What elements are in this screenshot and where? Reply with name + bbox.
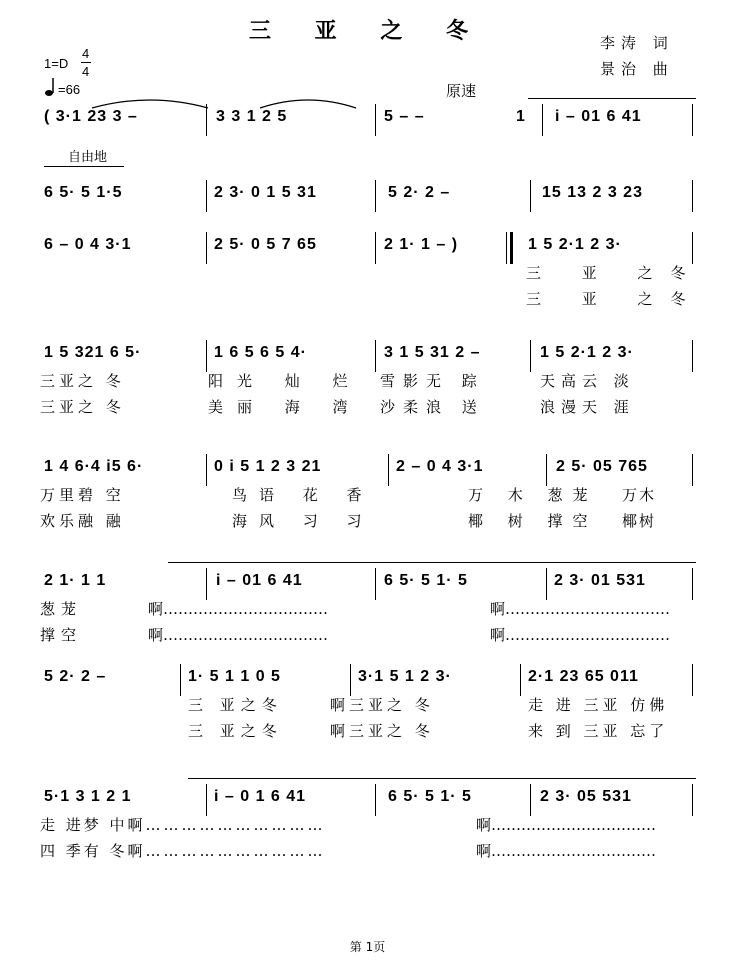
measure: 1 5 2·1 2 3· (528, 236, 622, 253)
barline (350, 664, 351, 696)
lyric: 美丽 海 湾 (208, 398, 362, 416)
lyric: 三 亚之冬 (188, 722, 283, 740)
lyric: 走 进梦 中啊………………………… (40, 816, 326, 834)
barline (692, 340, 693, 372)
tempo-marking: =66 (58, 82, 81, 97)
lyric: 啊三亚之 冬 (330, 722, 434, 740)
barline (520, 664, 521, 696)
lyric: 万木 (622, 486, 657, 504)
measure: 5 2· 2 – (388, 184, 451, 201)
lyric: 欢乐融 融 (40, 512, 125, 530)
barline (692, 180, 693, 212)
lyric: 椰 树 撑空 (468, 512, 598, 530)
lyric: 啊…………………………… (476, 842, 657, 860)
measure: 3 1 5 31 2 – (384, 344, 481, 361)
barline (206, 454, 207, 486)
song-title: 三 亚 之 冬 (249, 19, 486, 44)
measure: 2 1· 1 – ) (384, 236, 459, 253)
key-signature: 1=D (44, 56, 69, 71)
measure: 2·1 23 65 011 (528, 668, 639, 685)
measure: 2 5· 05 765 (556, 458, 648, 475)
measure: 2 5· 0 5 7 65 (214, 236, 317, 253)
lyric: 葱茏 (40, 600, 83, 618)
measure: 15 13 2 3 23 (542, 184, 643, 201)
barline (692, 232, 693, 264)
quarter-note-icon (44, 76, 58, 98)
measure: 0 i 5 1 2 3 21 (214, 458, 322, 475)
lyric: 三 亚 之冬 (526, 264, 704, 282)
lyric: 撑空 (40, 626, 83, 644)
lyric: 天高云 淡 (540, 372, 635, 390)
barline (546, 568, 547, 600)
measure: 1 (516, 108, 526, 125)
barline (692, 568, 693, 600)
measure: i – 01 6 41 (216, 572, 303, 589)
measure: 1 4 6·4 i5 6· (44, 458, 144, 475)
measure: 6 5· 5 1· 5 (388, 788, 472, 805)
barline (375, 232, 376, 264)
barline (530, 180, 531, 212)
lyric: 阳光 灿 烂 (208, 372, 362, 390)
page-number: 第 1页 (349, 940, 386, 954)
bracket-line (168, 562, 696, 563)
bracket-line (528, 98, 696, 99)
measure: 6 5· 5 1· 5 (384, 572, 468, 589)
measure: 3 3 1 2 5 (216, 108, 288, 125)
repeat-barline (506, 232, 507, 264)
barline (206, 180, 207, 212)
time-sig-numerator: 4 (82, 46, 90, 61)
lyric: 浪漫天 涯 (540, 398, 635, 416)
measure: 5 – – (384, 108, 425, 125)
barline (542, 104, 543, 136)
rubato-mark: 自由地 (68, 149, 108, 164)
lyric: 走 进 三亚 仿佛 (528, 696, 669, 714)
lyric: 三亚之 冬 (40, 372, 125, 390)
lyric: 三 亚之冬 (188, 696, 283, 714)
measure: i – 0 1 6 41 (214, 788, 307, 805)
measure: ( 3·1 23 3 – (44, 108, 138, 125)
composer-credit: 景治 曲 (600, 60, 674, 78)
lyric: 啊…………………………… (490, 600, 671, 618)
measure: 2 3· 0 1 5 31 (214, 184, 317, 201)
lyric: 雪影无 踪 (380, 372, 485, 390)
lyric: 万里碧 空 (40, 486, 125, 504)
measure: 1 5 321 6 5· (44, 344, 142, 361)
lyric: 鸟语 花 香 (232, 486, 374, 504)
barline (206, 232, 207, 264)
barline (388, 454, 389, 486)
lyric: 啊…………………………… (476, 816, 657, 834)
original-tempo-mark: 原速 (446, 82, 477, 100)
barline (546, 454, 547, 486)
barline (530, 784, 531, 816)
measure: 3·1 5 1 2 3· (358, 668, 452, 685)
barline (375, 340, 376, 372)
lyric: 四 季有 冬啊………………………… (40, 842, 326, 860)
measure: 6 5· 5 1·5 (44, 184, 123, 201)
slur (90, 96, 210, 110)
lyricist-credit: 李涛 词 (600, 34, 674, 52)
measure: 2 1· 1 1 (44, 572, 107, 589)
barline (692, 104, 693, 136)
lyric: 万 木 葱茏 (468, 486, 598, 504)
barline (530, 340, 531, 372)
barline (180, 664, 181, 696)
measure: 1 5 2·1 2 3· (540, 344, 634, 361)
barline (206, 784, 207, 816)
time-sig-denominator: 4 (82, 64, 90, 79)
lyric: 啊…………………………… (148, 600, 329, 618)
measure: 6 – 0 4 3·1 (44, 236, 132, 253)
barline (375, 784, 376, 816)
lyric: 海风 习 习 (232, 512, 374, 530)
lyric: 来 到 三亚 忘了 (528, 722, 669, 740)
lyric: 三 亚 之冬 (526, 290, 704, 308)
measure: 5·1 3 1 2 1 (44, 788, 132, 805)
measure: 2 3· 01 531 (554, 572, 646, 589)
lyric: 啊…………………………… (490, 626, 671, 644)
measure: 2 3· 05 531 (540, 788, 632, 805)
lyric: 椰树 (622, 512, 657, 530)
barline (375, 180, 376, 212)
barline (206, 340, 207, 372)
repeat-barline-thick (510, 232, 513, 264)
measure: 5 2· 2 – (44, 668, 107, 685)
barline (206, 568, 207, 600)
slur (258, 96, 358, 110)
time-sig-line (81, 62, 91, 63)
measure: 1 6 5 6 5 4· (214, 344, 307, 361)
measure: 1· 5 1 1 0 5 (188, 668, 281, 685)
barline (375, 568, 376, 600)
measure: 2 – 0 4 3·1 (396, 458, 484, 475)
lyric: 啊…………………………… (148, 626, 329, 644)
rubato-line (44, 166, 124, 167)
barline (692, 664, 693, 696)
lyric: 啊三亚之 冬 (330, 696, 434, 714)
measure: i – 01 6 41 (555, 108, 642, 125)
bracket-line (188, 778, 696, 779)
barline (692, 784, 693, 816)
lyric: 三亚之 冬 (40, 398, 125, 416)
barline (692, 454, 693, 486)
lyric: 沙柔浪 送 (380, 398, 485, 416)
barline (375, 104, 376, 136)
